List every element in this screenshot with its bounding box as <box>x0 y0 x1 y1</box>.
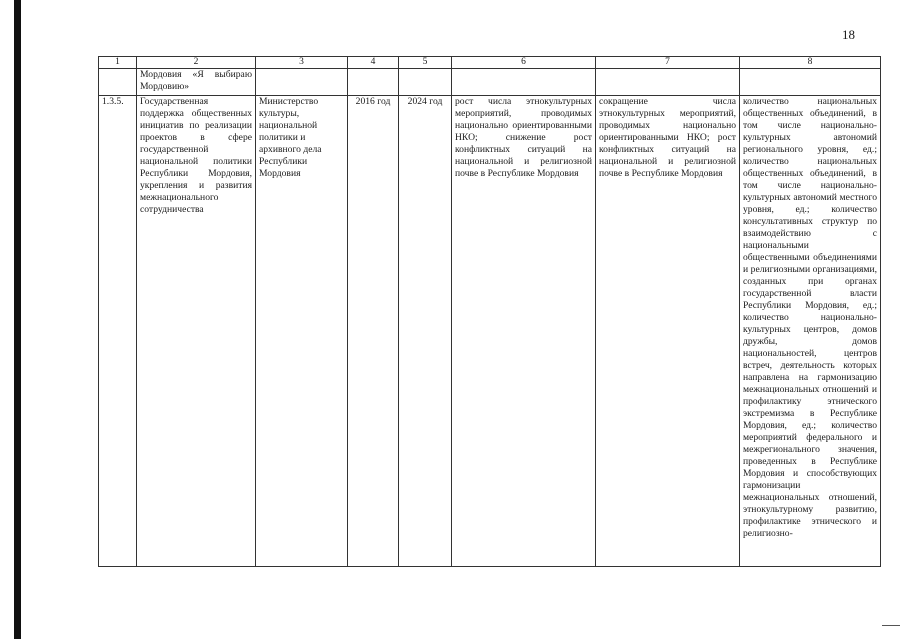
col-header-8: 8 <box>740 57 881 69</box>
table-row <box>99 96 881 567</box>
continued-indicators-cell <box>740 69 881 96</box>
continued-number-cell <box>99 69 137 96</box>
row-indicators: количество национальных общественных объединений, в том числе национально-культурных автономий регионального уровня, ед.; количество национальных общественных объединений, в том числе национально-культурных автономий местного уровня, ед.; количество консультативных структур по взаимодействию с национальными общественными объединениями и религиозными организациями, созданных при органах государственной власти Республики Мордовия, ед.; количество национально-культурных центров, домов дружбы, домов национальностей, центров встреч, деятельность которых направлена на гармонизацию межнациональных отношений и профилактику этнического экстремизма в Республике Мордовия, ед.; количество мероприятий федерального и межрегионального значения, проведенных в Республике Мордовия и способствующих гармонизации межнациональных отношений, этнокультурному развитию, профилактике этнического и религиозно- <box>740 96 881 567</box>
continued-consequences-cell <box>596 69 740 96</box>
page-number: 18 <box>842 27 855 42</box>
column-number-row <box>99 57 881 69</box>
continued-start-cell <box>348 69 399 96</box>
continued-executor-cell <box>256 69 348 96</box>
continued-row <box>99 69 881 96</box>
col-header-7: 7 <box>596 57 740 69</box>
row-name: Государственная поддержка общественных инициатив по реализации проектов в сфере государственной национальной политики Республики Мордовия, укрепления и развития межнационального сотрудничества <box>137 96 256 567</box>
col-header-4: 4 <box>348 57 399 69</box>
continued-end-cell <box>399 69 452 96</box>
continued-result-cell <box>452 69 596 96</box>
col-header-3: 3 <box>256 57 348 69</box>
row-end-year: 2024 год <box>399 96 452 567</box>
col-header-1: 1 <box>99 57 137 69</box>
continued-name-cell: Мордовия «Я выбираю Мордовию» <box>137 69 256 96</box>
row-number: 1.3.5. <box>99 96 137 567</box>
row-expected-result: рост числа этнокультурных мероприятий, проводимых национально ориентированными НКО; снижение рост конфликтных ситуаций на национальной и религиозной почве в Республике Мордовия <box>452 96 596 567</box>
row-executor: Министерство культуры, национальной политики и архивного дела Республики Мордовия <box>256 96 348 567</box>
col-header-2: 2 <box>137 57 256 69</box>
col-header-6: 6 <box>452 57 596 69</box>
scan-edge <box>14 0 21 639</box>
program-table <box>98 56 881 567</box>
scan-mark <box>882 625 900 626</box>
row-start-year: 2016 год <box>348 96 399 567</box>
col-header-5: 5 <box>399 57 452 69</box>
row-consequences: сокращение числа этнокультурных мероприятий, проводимых национально ориентированными НКО; рост конфликтных ситуаций на национальной и религиозной почве в Республике Мордовия <box>596 96 740 567</box>
